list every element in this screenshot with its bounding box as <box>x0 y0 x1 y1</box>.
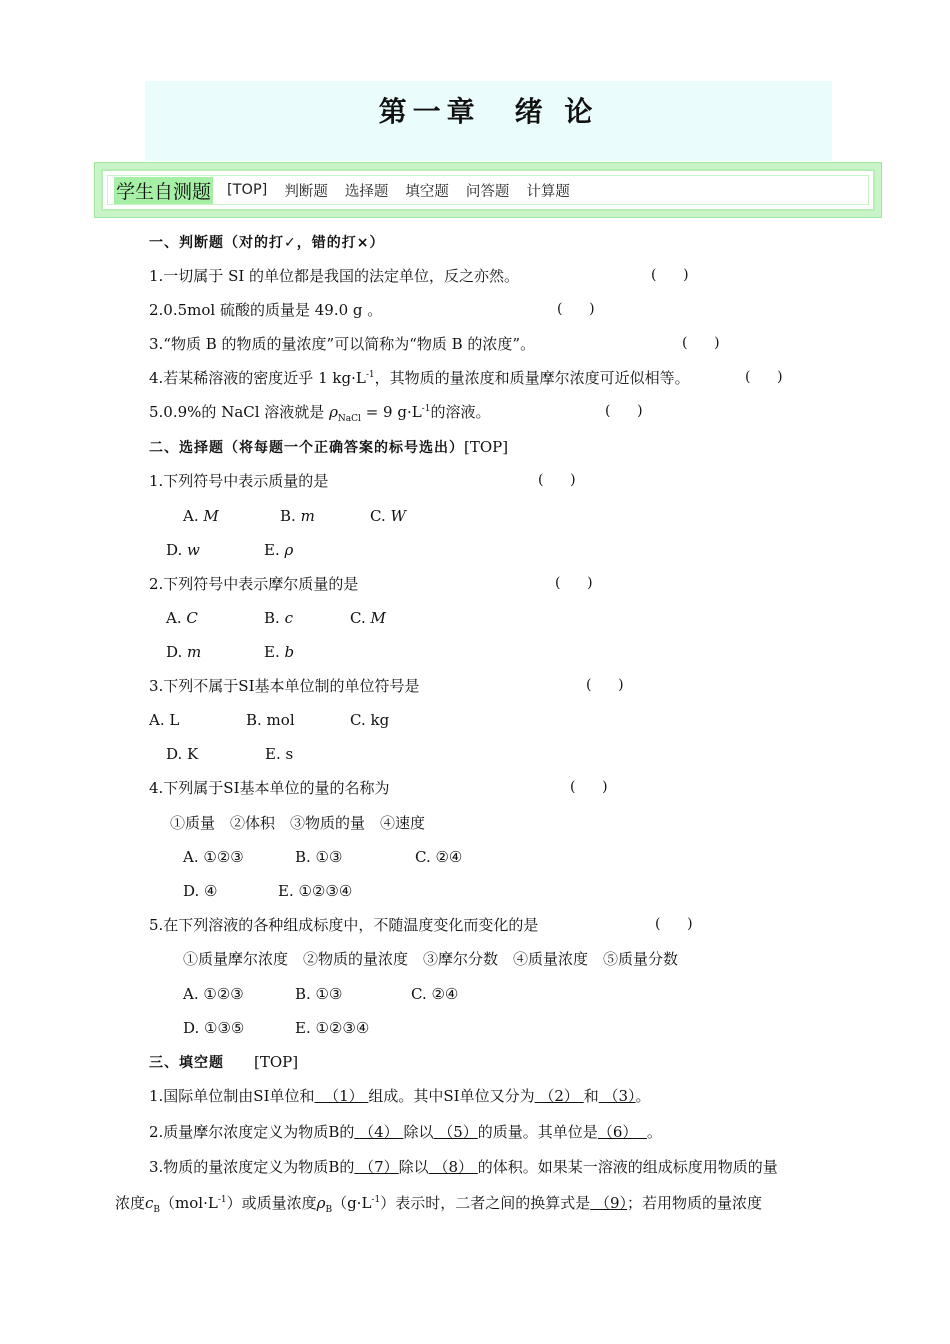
option <box>166 608 198 628</box>
option <box>264 540 293 560</box>
blank-label: （8） <box>433 1158 474 1176</box>
option-value: M <box>370 609 386 627</box>
blank-label: （9） <box>595 1194 628 1212</box>
option <box>166 642 201 662</box>
text: （g·L <box>332 1194 372 1212</box>
option: B. mol <box>246 711 295 729</box>
top-link[interactable]: [TOP] <box>254 1053 299 1071</box>
option-label: E. <box>264 643 285 661</box>
text: 和 <box>583 1087 599 1105</box>
choice-q5-stem: 5.在下列溶液的各种组成标度中，不随温度变化而变化的是 <box>149 916 539 934</box>
text: 。 <box>635 1087 651 1105</box>
fill-line-2 <box>149 1122 662 1142</box>
option: D. K <box>166 745 199 763</box>
option-value: w <box>187 541 200 559</box>
judge-item-5 <box>149 402 490 422</box>
option-value: W <box>390 507 406 525</box>
blank <box>315 1087 369 1105</box>
blank-label: （7） <box>359 1158 399 1176</box>
option <box>370 506 406 526</box>
choice-q4-stem: 4.下列属于SI基本单位的量的名称为 <box>149 779 390 797</box>
nav-inner <box>101 169 875 211</box>
blank <box>354 1158 398 1176</box>
judge-item-2: 2.0.5mol 硫酸的质量是 49.0 g 。 <box>149 301 383 319</box>
option <box>264 608 293 628</box>
option-label: A. <box>166 609 187 627</box>
option-label: D. <box>166 541 188 559</box>
nav-link-fill[interactable]: 填空题 <box>405 183 449 200</box>
option-value: ρ <box>284 541 294 559</box>
blank-label: （6） <box>597 1123 638 1141</box>
option-label: B. <box>264 609 285 627</box>
judge-heading: 一、判断题（对的打✓，错的打×） <box>149 235 385 251</box>
subscript: B <box>325 1205 333 1215</box>
blank-label: （4） <box>359 1123 399 1141</box>
option: D. ④ <box>183 882 218 900</box>
option-label: B. <box>280 507 301 525</box>
fill-line-4 <box>115 1193 762 1213</box>
option: E. ①②③④ <box>278 882 353 900</box>
page-title: 第一章 绪 论 <box>378 95 599 128</box>
option <box>264 642 294 662</box>
text: ）表示时，二者之间的换算式是 <box>380 1194 591 1212</box>
nav-brand: 学生自测题 <box>114 177 213 204</box>
option: A. L <box>149 711 180 729</box>
nav-link-judge[interactable]: 判断题 <box>284 183 328 200</box>
symbol-c: c <box>145 1194 154 1212</box>
option-value: c <box>284 609 293 627</box>
text: 2.质量摩尔浓度定义为物质B的 <box>149 1123 355 1141</box>
top-link[interactable]: [TOP] <box>464 438 509 456</box>
option: B. ①③ <box>295 985 343 1003</box>
choice-q1-stem: 1.下列符号中表示质量的是 <box>149 472 329 490</box>
option: A. ①②③ <box>183 848 244 866</box>
option-label: E. <box>264 541 285 559</box>
text: 1.国际单位制由SI单位和 <box>149 1087 315 1105</box>
text: 的体积。如果某一溶液的组成标度用物质的量 <box>477 1158 778 1176</box>
blank <box>433 1123 477 1141</box>
superscript: -1 <box>371 1195 381 1205</box>
option <box>166 540 200 560</box>
answer-paren: ( ) <box>745 369 783 385</box>
judge-item-5-text-a: 5.0.9%的 NaCl 溶液就是 <box>149 403 330 421</box>
text: 的质量。其单位是 <box>477 1123 598 1141</box>
symbol-rho: ρ <box>316 1194 326 1212</box>
option-label: A. <box>183 507 204 525</box>
option: C. ②④ <box>411 985 459 1003</box>
answer-paren: ( ) <box>538 472 576 488</box>
blank <box>535 1087 584 1105</box>
blank-label: （3） <box>603 1087 636 1105</box>
choice-q5-items: ①质量摩尔浓度 ②物质的量浓度 ③摩尔分数 ④质量浓度 ⑤质量分数 <box>183 950 679 968</box>
rho-symbol: ρ <box>329 403 338 421</box>
text: ）或质量浓度 <box>226 1194 317 1212</box>
answer-paren: ( ) <box>570 779 608 795</box>
answer-paren: ( ) <box>557 301 595 317</box>
blank <box>599 1087 636 1105</box>
superscript: -1 <box>421 404 431 414</box>
option: C. kg <box>350 711 390 729</box>
blank <box>354 1123 403 1141</box>
nav-link-calc[interactable]: 计算题 <box>526 183 570 200</box>
choice-q4-items: ①质量 ②体积 ③物质的量 ④速度 <box>170 814 426 832</box>
blank-label: （1） <box>324 1087 364 1105</box>
blank-label: （5） <box>438 1123 478 1141</box>
judge-item-5-text-b: = 9 g·L <box>360 403 422 421</box>
answer-paren: ( ) <box>651 267 689 283</box>
answer-paren: ( ) <box>555 575 593 591</box>
option: C. ②④ <box>415 848 463 866</box>
fill-heading: 三、填空题 <box>149 1055 224 1071</box>
nav-content <box>107 175 869 205</box>
text: 。 <box>646 1123 662 1141</box>
judge-item-4-text-b: ，其物质的量浓度和质量摩尔浓度可近似相等。 <box>374 369 690 387</box>
blank <box>598 1123 647 1141</box>
option: A. ①②③ <box>183 985 244 1003</box>
fill-heading-line <box>149 1052 298 1073</box>
judge-item-5-text-c: 的溶液。 <box>430 403 491 421</box>
option: E. ①②③④ <box>295 1019 370 1037</box>
option <box>183 506 219 526</box>
option-label: C. <box>370 507 391 525</box>
option: B. ①③ <box>295 848 343 866</box>
option-label: D. <box>166 643 188 661</box>
text: 浓度 <box>115 1194 146 1212</box>
option: D. ①③⑤ <box>183 1019 245 1037</box>
choice-q3-stem: 3.下列不属于SI基本单位制的单位符号是 <box>149 677 420 695</box>
answer-paren: ( ) <box>586 677 624 693</box>
answer-paren: ( ) <box>682 335 720 351</box>
option <box>280 506 315 526</box>
superscript: -1 <box>217 1195 227 1205</box>
judge-item-1: 1.一切属于 SI 的单位都是我国的法定单位，反之亦然。 <box>149 267 520 285</box>
fill-line-3 <box>149 1157 778 1177</box>
nav-link-choice[interactable]: 选择题 <box>344 183 389 200</box>
text: （mol·L <box>160 1194 218 1212</box>
blank <box>429 1158 478 1176</box>
option: E. s <box>265 745 294 763</box>
text: 组成。其中SI单位又分为 <box>368 1087 535 1105</box>
blank <box>590 1194 627 1212</box>
choice-heading: 二、选择题（将每题一个正确答案的标号选出） <box>149 440 464 456</box>
nav-link-qa[interactable]: 问答题 <box>465 183 510 200</box>
option-value: C <box>186 609 198 627</box>
answer-paren: ( ) <box>605 403 643 419</box>
subscript: B <box>153 1205 161 1215</box>
blank-label: （2） <box>539 1087 579 1105</box>
nav-link-top[interactable]: [TOP] <box>227 182 268 198</box>
text: 3.物质的量浓度定义为物质B的 <box>149 1158 355 1176</box>
fill-line-1 <box>149 1086 651 1106</box>
option-value: b <box>284 643 295 661</box>
option-label: C. <box>350 609 371 627</box>
option-value: m <box>187 643 202 661</box>
choice-q2-stem: 2.下列符号中表示摩尔质量的是 <box>149 575 359 593</box>
option-value: m <box>300 507 315 525</box>
subscript: NaCl <box>337 414 361 424</box>
judge-item-4 <box>149 368 690 388</box>
judge-item-3: 3.“物质 B 的物质的量浓度”可以简称为“物质 B 的浓度”。 <box>149 335 536 353</box>
text: ；若用物质的量浓度 <box>627 1194 763 1212</box>
superscript: -1 <box>365 370 375 380</box>
option <box>350 608 386 628</box>
text: 除以 <box>398 1158 429 1176</box>
judge-item-4-text-a: 4.若某稀溶液的密度近乎 1 kg·L <box>149 369 366 387</box>
answer-paren: ( ) <box>655 916 693 932</box>
choice-heading-line <box>149 437 508 458</box>
option-value: M <box>203 507 219 525</box>
text: 除以 <box>403 1123 434 1141</box>
nav-bar <box>94 162 882 218</box>
